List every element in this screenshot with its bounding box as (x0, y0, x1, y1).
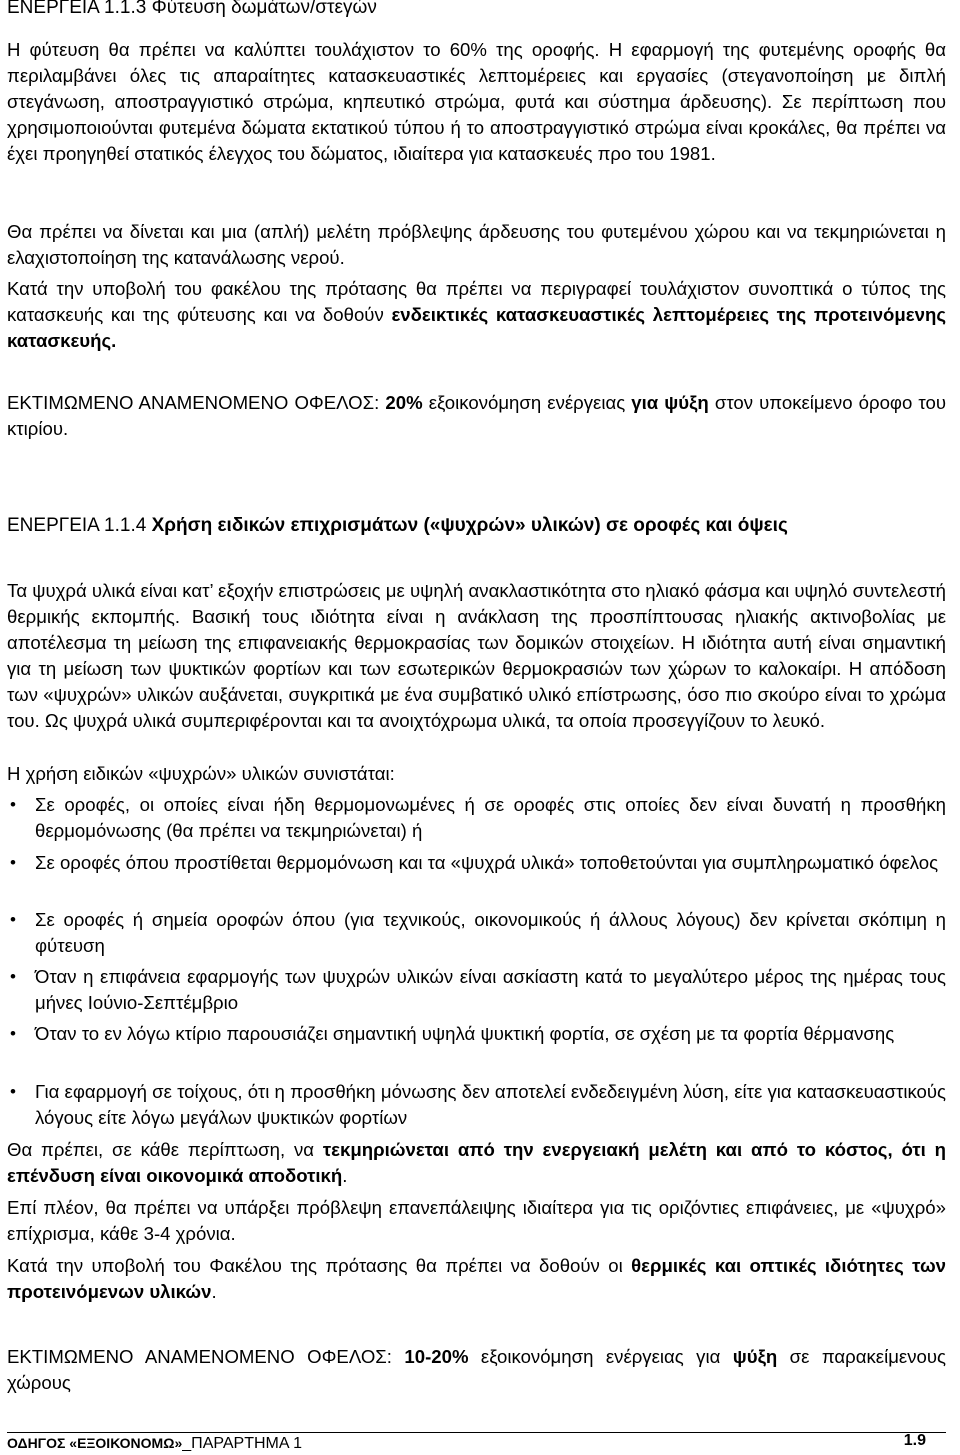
paragraph-text: Η φύτευση θα πρέπει να καλύπτει τουλάχιστον το 60% της οροφής. Η εφαρμογή της φυτεμένης οροφής θα περιλαμβάνει όλες τις απαραίτητες κατασκευαστικές λεπτομέρειες και εργασίες (στεγανοποίηση με διπλή στεγάνωση, αποστραγγιστικό στρώμα, κηπευτικό στρώμα, φυτά και σύστημα άρδευσης). Σε περίπτωση που χρησιμοποιούνται φυτεμένα δώματα εκτατικού τύπου ή το αποστραγγιστικό στρώμα είναι κροκάλες, θα πρέπει να έχει προηγηθεί στατικός έλεγχος του δώματος, ιδιαίτερα για κατασκευές προ του 1981. (7, 39, 946, 164)
section-1-1-3-paragraph-3 (7, 276, 946, 354)
paragraph-text: Θα πρέπει να δίνεται και μια (απλή) μελέτη πρόβλεψης άρδευσης του φυτεμένου χώρου και να τεκμηριώνεται η ελαχιστοποίηση της κατανάλωσης νερού. (7, 221, 946, 268)
benefit-percentage: 20% (385, 392, 423, 413)
list-item-text: Για εφαρμογή σε τοίχους, ότι η προσθήκη μόνωσης δεν αποτελεί ενδεδειγμένη λύση, είτε για κατασκευαστικούς λόγους είτε λόγω μεγάλων ψυκτικών φορτίων (35, 1081, 946, 1128)
list-item-text: Σε οροφές, οι οποίες είναι ήδη θερμομονωμένες ή σε οροφές στις οποίες δεν είναι δυνατή η προσθήκη θερμομόνωσης (θα πρέπει να τεκμηριώνεται) ή (35, 794, 946, 841)
list-item (7, 1021, 946, 1047)
paragraph-text (7, 1253, 946, 1305)
list-item (7, 792, 946, 844)
benefit-bold-text: ψύξη (732, 1346, 778, 1367)
benefit-text-part: εξοικονόμηση ενέργειας (422, 392, 632, 413)
section-1-1-4-title-prefix: ΕΝΕΡΓΕΙΑ 1.1.4 (7, 515, 147, 536)
paragraph-text-part: . (211, 1281, 217, 1302)
page-number: 1.9 (903, 1432, 926, 1449)
paragraph-bold-text: τεκμηριώνεται από την ενεργειακή μελέτη και από το κόστος, ότι η επένδυση είναι οικονομικά αποδοτική (7, 1139, 946, 1186)
footer-guide-title (7, 1433, 302, 1454)
paragraph-text-part: Κατά την υποβολή του φακέλου της πρότασης θα πρέπει να περιγραφεί τουλάχιστον συνοπτικά ο τύπος της κατασκευής και της φύτευσης και να δοθούν (7, 278, 946, 325)
benefit-text (7, 1344, 946, 1396)
benefit-text-part: σε παρακείμενους χώρους (7, 1346, 946, 1393)
benefit-label: ΕΚΤΙΜΩΜΕΝΟ ΑΝΑΜΕΝΟΜΕΝΟ ΟΦΕΛΟΣ: (7, 392, 386, 413)
paragraph-text-part: . (342, 1165, 348, 1186)
footer-appendix-label: _ΠΑΡΑΡΤΗΜΑ 1 (182, 1435, 302, 1452)
bullet-icon: • (10, 1082, 16, 1101)
section-1-1-4-intro (7, 761, 946, 787)
section-1-1-4-paragraph-3 (7, 1195, 946, 1247)
section-1-1-3-heading (7, 0, 946, 21)
benefit-label: ΕΚΤΙΜΩΜΕΝΟ ΑΝΑΜΕΝΟΜΕΝΟ ΟΦΕΛΟΣ: (7, 1346, 405, 1367)
list-item-text: Σε οροφές ή σημεία οροφών όπου (για τεχνικούς, οικονομικούς ή άλλους λόγους) δεν κρίνεται σκόπιμη η φύτευση (35, 909, 946, 956)
paragraph-bold-text: θερμικές και οπτικές ιδιότητες των προτεινόμενων υλικών (7, 1255, 946, 1302)
benefit-text-part: εξοικονόμηση ενέργειας για (468, 1346, 733, 1367)
list-item-text: Σε οροφές όπου προστίθεται θερμομόνωση και τα «ψυχρά υλικά» τοποθετούνται για συμπληρωματικό όφελος (35, 852, 939, 873)
paragraph-bold-text: ενδεικτικές κατασκευαστικές λεπτομέρειες της προτεινόμενης κατασκευής. (7, 304, 946, 351)
paragraph-text: Η χρήση ειδικών «ψυχρών» υλικών συνιστάται: (7, 763, 395, 784)
section-1-1-3-paragraph-2 (7, 219, 946, 271)
paragraph-text (7, 1137, 946, 1189)
benefit-percentage: 10-20% (404, 1346, 469, 1367)
section-1-1-4-paragraph-2 (7, 1137, 946, 1189)
benefit-bold-text: για ψύξη (631, 392, 709, 413)
section-1-1-3-estimated-benefit (7, 390, 946, 442)
bullet-icon: • (10, 1024, 16, 1043)
section-1-1-4-estimated-benefit (7, 1344, 946, 1396)
bullet-icon: • (10, 967, 16, 986)
bullet-icon: • (10, 910, 16, 929)
paragraph-text: Τα ψυχρά υλικά είναι κατ’ εξοχήν επιστρώσεις με υψηλή ανακλαστικότητα στο ηλιακό φάσμα και υψηλό συντελεστή θερμικής εκπομπής. Βασική τους ιδιότητα είναι η ανάκλαση της προσπίπτουσας ηλιακής ακτινοβολίας με αποτέλεσμα τη μείωση της επιφανειακής θερμοκρασίας των δομικών στοιχείων. Η ιδιότητα αυτή είναι σημαντική για τη μείωση των ψυκτικών φορτίων και των εσωτερικών θερμοκρασιών των χώρων το καλοκαίρι. Η απόδοση των «ψυχρών» υλικών αυξάνεται, συγκριτικά με ένα συμβατικό υλικό επίστρωσης, όσο πιο σκούρο είναι το χρώμα του. Ως ψυχρά υλικά συμπεριφέρονται και τα ανοιχτόχρωμα υλικά, τα οποία προσεγγίζουν το λευκό. (7, 580, 946, 731)
benefit-text (7, 390, 946, 442)
paragraph-text (7, 276, 946, 354)
paragraph-text: Επί πλέον, θα πρέπει να υπάρξει πρόβλεψη επανεπάλειψης ιδιαίτερα για τις οριζόντιες επιφάνειες, με «ψυχρό» επίχρισμα, κάθε 3-4 χρόνια. (7, 1197, 946, 1244)
list-item (7, 907, 946, 959)
footer-guide-name: ΟΔΗΓΟΣ «ΕΞΟΙΚΟΝΟΜΩ» (7, 1435, 183, 1451)
section-1-1-3-title: ΕΝΕΡΓΕΙΑ 1.1.3 Φύτευση δωμάτων/στεγών (7, 0, 377, 18)
benefit-text-part: στον υποκείμενο όροφο του κτιρίου. (7, 392, 946, 439)
list-item (7, 850, 946, 876)
list-item-text: Όταν το εν λόγω κτίριο παρουσιάζει σημαντική υψηλά ψυκτική φορτία, σε σχέση με τα φορτία θέρμανσης (35, 1023, 895, 1044)
paragraph-text-part: Κατά την υποβολή του Φακέλου της πρότασης θα πρέπει να δοθούν οι (7, 1255, 632, 1276)
section-1-1-4-paragraph-1 (7, 578, 946, 734)
paragraph-text-part: Θα πρέπει, σε κάθε περίπτωση, να (7, 1139, 323, 1160)
list-item (7, 1079, 946, 1131)
section-1-1-4-paragraph-4 (7, 1253, 946, 1305)
section-1-1-4-title: Χρήση ειδικών επιχρισμάτων («ψυχρών» υλικών) σε οροφές και όψεις (146, 515, 788, 536)
section-1-1-4-heading (7, 513, 946, 539)
bullet-icon: • (10, 795, 16, 814)
bullet-icon: • (10, 853, 16, 872)
section-1-1-3-paragraph-1 (7, 37, 946, 167)
list-item (7, 964, 946, 1016)
list-item-text: Όταν η επιφάνεια εφαρμογής των ψυχρών υλικών είναι ασκίαστη κατά το μεγαλύτερο μέρος της ημέρας τους μήνες Ιούνιο-Σεπτέμβριο (35, 966, 946, 1013)
